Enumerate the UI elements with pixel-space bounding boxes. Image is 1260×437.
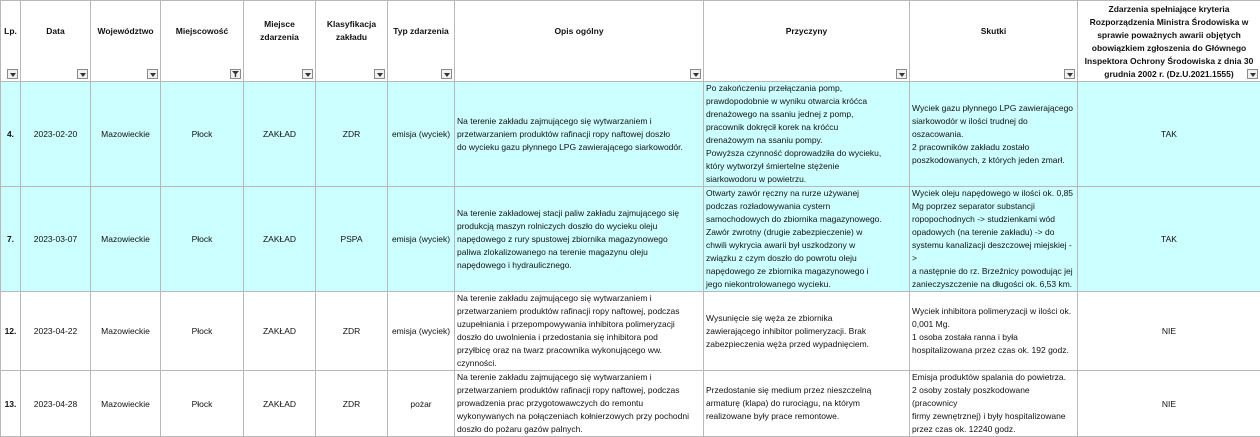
filter-dropdown-kryteria[interactable]	[1247, 69, 1258, 79]
filter-dropdown-typ[interactable]	[441, 69, 452, 79]
filter-dropdown-przyczyny[interactable]	[896, 69, 907, 79]
cell-typ[interactable]: emisja (wyciek)	[388, 292, 455, 371]
cell-lp[interactable]: 4.	[1, 82, 21, 187]
cell-kryteria[interactable]: TAK	[1078, 82, 1260, 187]
cell-typ[interactable]: emisja (wyciek)	[388, 82, 455, 187]
cell-typ[interactable]: emisja (wyciek)	[388, 187, 455, 292]
cell-wojewodztwo[interactable]: Mazowieckie	[91, 371, 161, 437]
cell-lp[interactable]: 12.	[1, 292, 21, 371]
cell-skutki[interactable]: Emisja produktów spalania do powietrza. 2 osoby zostały poszkodowane (pracownicy firmy zewnętrznej) i były hospitalizowane przez czas ok. 12240 godz.	[910, 371, 1078, 437]
header-opis: Opis ogólny	[455, 1, 704, 82]
filter-dropdown-data[interactable]	[77, 69, 88, 79]
cell-data[interactable]: 2023-04-28	[21, 371, 91, 437]
cell-wojewodztwo[interactable]: Mazowieckie	[91, 187, 161, 292]
cell-miejsce[interactable]: ZAKŁAD	[244, 187, 316, 292]
header-miejscowosc: Miejscowość	[161, 1, 244, 82]
cell-przyczyny[interactable]: Przedostanie się medium przez nieszczelną armaturę (klapa) do rurociągu, na którym realizowane były prace remontowe.	[704, 371, 910, 437]
cell-miejsce[interactable]: ZAKŁAD	[244, 371, 316, 437]
cell-miejscowosc[interactable]: Płock	[161, 187, 244, 292]
cell-data[interactable]: 2023-04-22	[21, 292, 91, 371]
cell-miejscowosc[interactable]: Płock	[161, 292, 244, 371]
cell-klasyfikacja[interactable]: ZDR	[316, 82, 388, 187]
cell-wojewodztwo[interactable]: Mazowieckie	[91, 292, 161, 371]
cell-kryteria[interactable]: TAK	[1078, 187, 1260, 292]
filter-dropdown-skutki[interactable]	[1064, 69, 1075, 79]
cell-miejsce[interactable]: ZAKŁAD	[244, 82, 316, 187]
header-row	[1, 1, 1260, 82]
cell-opis[interactable]: Na terenie zakładowej stacji paliw zakładu zajmującego się produkcją maszyn rolniczych doszło do wycieku oleju napędowego z rury spustowej zbiornika magazynowego paliwa zlokalizowanego na terenie magazynu oleju napędowego i hydraulicznego.	[455, 187, 704, 292]
cell-skutki[interactable]: Wyciek oleju napędowego w ilości ok. 0,85 Mg poprzez separator substancji ropopochodnych -> studzienkami wód opadowych (na terenie zakładu) -> do systemu kanalizacji deszczowej miejskiej -> a następnie do rz. Brzeźnicy powodując jej zanieczyszczenie na długości ok. 6,53 km.	[910, 187, 1078, 292]
cell-kryteria[interactable]: NIE	[1078, 371, 1260, 437]
cell-klasyfikacja[interactable]: PSPA	[316, 187, 388, 292]
filter-dropdown-wojewodztwo[interactable]	[147, 69, 158, 79]
cell-data[interactable]: 2023-03-07	[21, 187, 91, 292]
cell-klasyfikacja[interactable]: ZDR	[316, 292, 388, 371]
header-lp: Lp.	[1, 1, 21, 82]
header-klasyfikacja: Klasyfikacja zakładu	[316, 1, 388, 82]
table-row	[1, 371, 1260, 437]
cell-klasyfikacja[interactable]: ZDR	[316, 371, 388, 437]
cell-typ[interactable]: pożar	[388, 371, 455, 437]
cell-opis[interactable]: Na terenie zakładu zajmującego się wytwarzaniem i przetwarzaniem produktów rafinacji ropy naftowej, podczas prowadzenia prac przygotowawczych do remontu wykonywanych na połączeniach kołnierzowych przy pochodni doszło do pożaru gazów palnych.	[455, 371, 704, 437]
header-typ: Typ zdarzenia	[388, 1, 455, 82]
filter-dropdown-lp[interactable]	[7, 69, 18, 79]
cell-skutki[interactable]: Wyciek gazu płynnego LPG zawierającego siarkowodór w ilości trudnej do oszacowania. 2 pracowników zakładu zostało poszkodowanych, z których jeden zmarł.	[910, 82, 1078, 187]
filter-dropdown-miejsce[interactable]	[302, 69, 313, 79]
cell-przyczyny[interactable]: Wysunięcie się węża ze zbiornika zawierającego inhibitor polimeryzacji. Brak zabezpieczenia węża przed wypadnięciem.	[704, 292, 910, 371]
header-wojewodztwo: Województwo	[91, 1, 161, 82]
cell-opis[interactable]: Na terenie zakładu zajmującego się wytwarzaniem i przetwarzaniem produktów rafinacji ropy naftowej, podczas uzupełniania i przepompowywania inhibitora polimeryzacji doszło do uwolnienia i przedostania się inhibitora pod przyłbicę oraz na twarz pracownika wykonującego ww. czynności.	[455, 292, 704, 371]
cell-data[interactable]: 2023-02-20	[21, 82, 91, 187]
cell-opis[interactable]: Na terenie zakładu zajmującego się wytwarzaniem i przetwarzaniem produktów rafinacji ropy naftowej doszło do wycieku gazu płynnego LPG zawierającego siarkowodór.	[455, 82, 704, 187]
filter-active-icon-miejscowosc[interactable]	[230, 69, 241, 79]
cell-miejscowosc[interactable]: Płock	[161, 82, 244, 187]
table-row	[1, 82, 1260, 187]
filter-dropdown-klasyfikacja[interactable]	[374, 69, 385, 79]
header-data: Data	[21, 1, 91, 82]
header-przyczyny: Przyczyny	[704, 1, 910, 82]
cell-lp[interactable]: 7.	[1, 187, 21, 292]
cell-przyczyny[interactable]: Po zakończeniu przełączania pomp, prawdopodobnie w wyniku otwarcia króćca drenażowego na ssaniu jednej z pomp, pracownik dokręcił korek na króćcu drenażowym na ssaniu pompy. Powyższa czynność doprowadziła do wycieku, który wytworzył śmiertelne stężenie siarkowodoru w powietrzu.	[704, 82, 910, 187]
cell-lp[interactable]: 13.	[1, 371, 21, 437]
header-miejsce: Miejsce zdarzenia	[244, 1, 316, 82]
header-skutki: Skutki	[910, 1, 1078, 82]
cell-kryteria[interactable]: NIE	[1078, 292, 1260, 371]
table-row	[1, 292, 1260, 371]
filter-dropdown-opis[interactable]	[690, 69, 701, 79]
cell-miejsce[interactable]: ZAKŁAD	[244, 292, 316, 371]
cell-miejscowosc[interactable]: Płock	[161, 371, 244, 437]
cell-wojewodztwo[interactable]: Mazowieckie	[91, 82, 161, 187]
header-kryteria: Zdarzenia spełniające kryteria Rozporządzenia Ministra Środowiska w sprawie poważnych awarii objętych obowiązkiem zgłoszenia do Głównego Inspektora Ochrony Środowiska z dnia 30 grudnia 2002 r. (Dz.U.2021.1555)	[1078, 1, 1260, 82]
table-row	[1, 187, 1260, 292]
cell-przyczyny[interactable]: Otwarty zawór ręczny na rurze używanej podczas rozładowywania cystern samochodowych do zbiornika magazynowego. Zawór zwrotny (drugie zabezpieczenie) w chwili wykrycia awarii był uszkodzony w związku z czym doszło do powrotu oleju napędowego ze zbiornika magazynowego i jego niekontrolowanego wycieku.	[704, 187, 910, 292]
cell-skutki[interactable]: Wyciek inhibitora polimeryzacji w ilości ok. 0,001 Mg. 1 osoba została ranna i była hospitalizowana przez czas ok. 192 godz.	[910, 292, 1078, 371]
